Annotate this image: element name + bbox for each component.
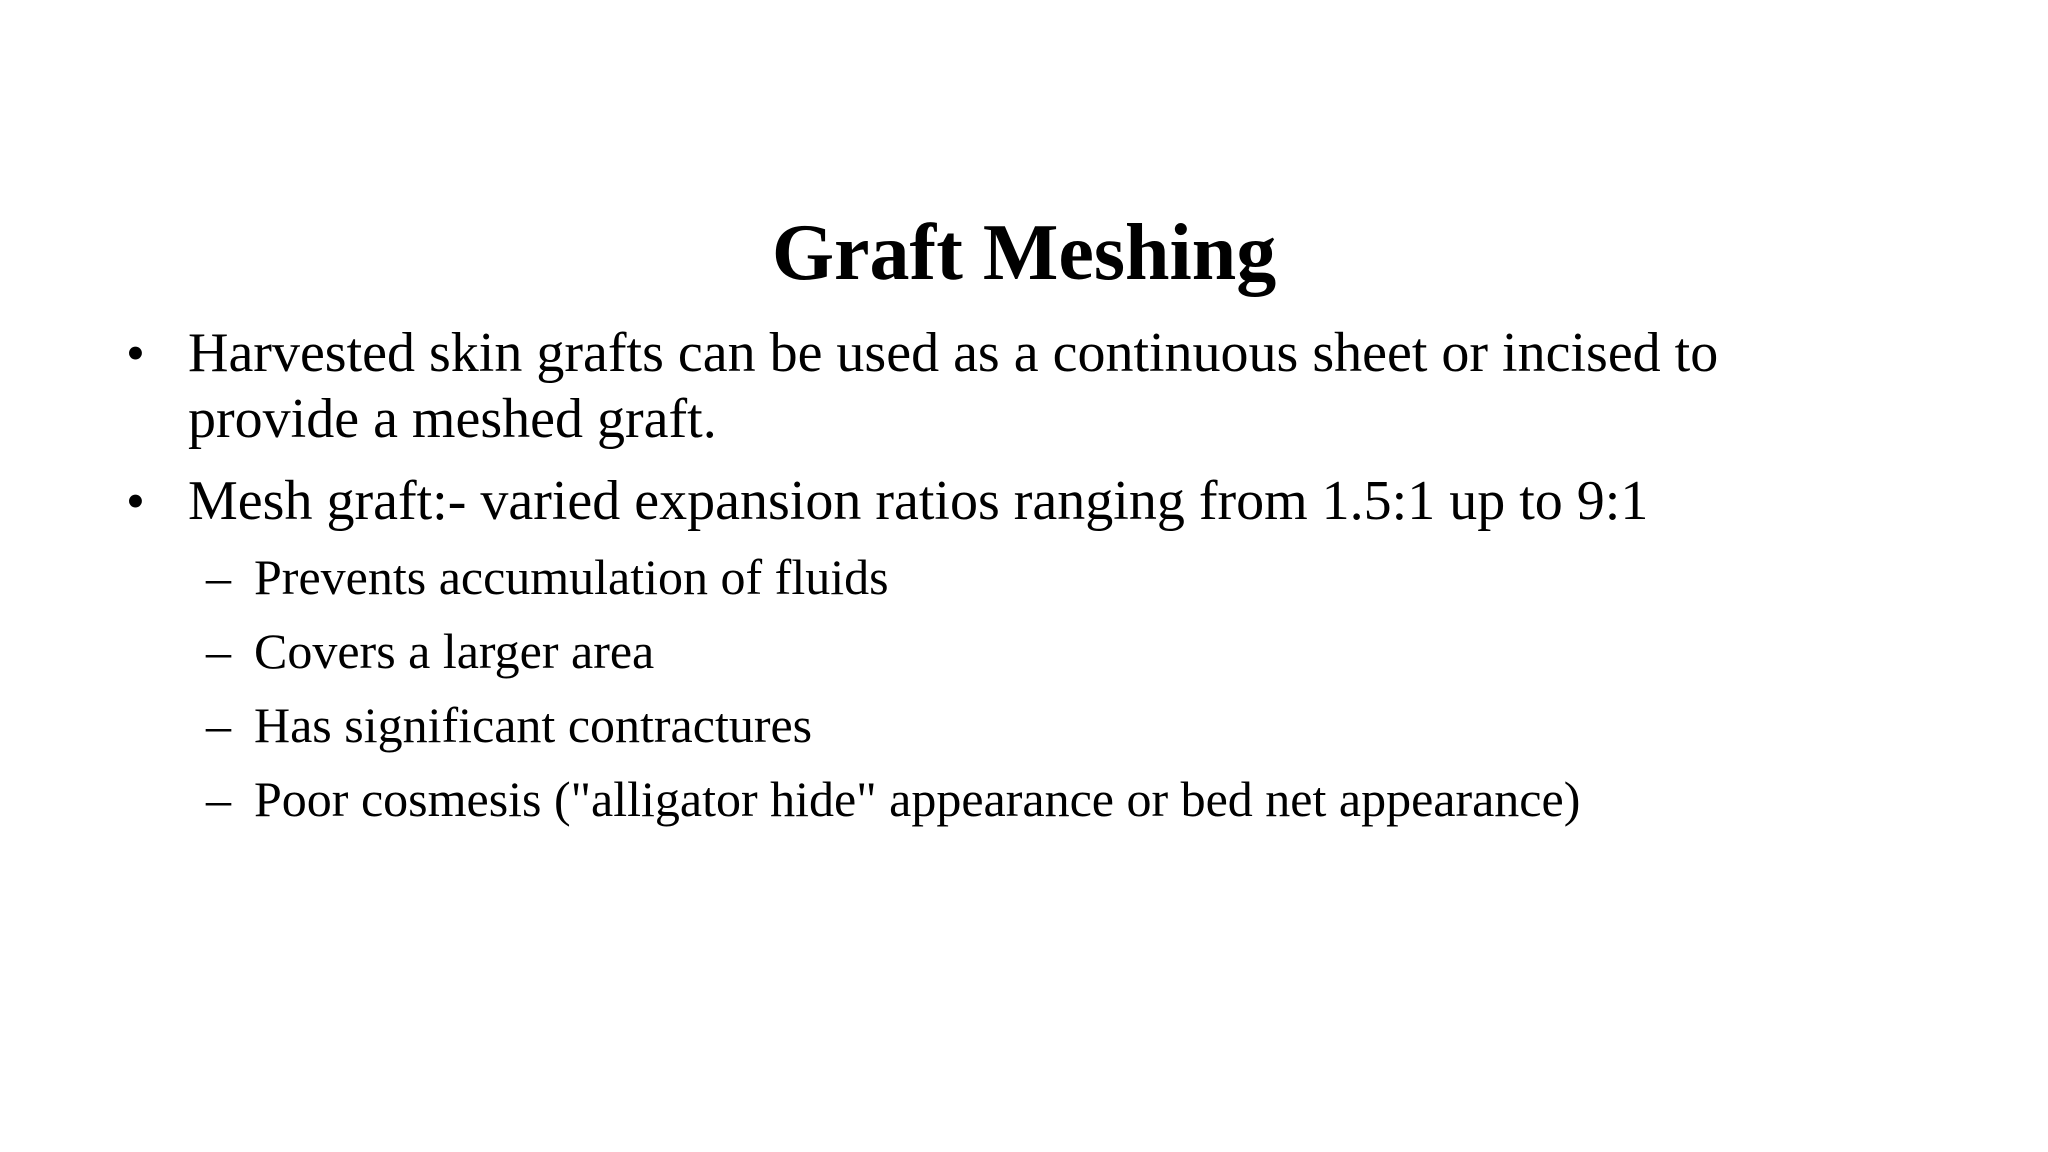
sub-bullet-text: Prevents accumulation of fluids [254, 549, 889, 605]
bullet-text: Mesh graft:- varied expansion ratios ranging from 1.5:1 up to 9:1 [188, 470, 1649, 532]
bullet-marker: • [126, 323, 145, 383]
sub-bullet-marker: – [206, 549, 231, 605]
sub-item-contractures [0, 694, 2048, 756]
bullet-item-harvested-grafts-continuation [0, 384, 2048, 454]
bullet-marker: • [126, 471, 145, 531]
sub-bullet-text: Poor cosmesis ("alligator hide" appearance or bed net appearance) [254, 771, 1581, 827]
slide-title: Graft Meshing [771, 209, 1277, 297]
bullet-text: Harvested skin grafts can be used as a continuous sheet or incised to [188, 322, 1719, 384]
sub-item-prevents-fluids [0, 546, 2048, 608]
bullet-item-mesh-graft [0, 466, 2048, 536]
sub-item-larger-area [0, 620, 2048, 682]
sub-bullet-marker: – [206, 771, 231, 827]
bullet-text-continuation: provide a meshed graft. [188, 388, 717, 450]
sub-bullet-marker: – [206, 697, 231, 753]
sub-bullet-text: Has significant contractures [254, 697, 813, 753]
sub-bullet-text: Covers a larger area [254, 623, 655, 679]
sub-bullet-marker: – [206, 623, 231, 679]
bullet-item-harvested-grafts [0, 318, 2048, 388]
sub-item-poor-cosmesis [0, 768, 2048, 830]
